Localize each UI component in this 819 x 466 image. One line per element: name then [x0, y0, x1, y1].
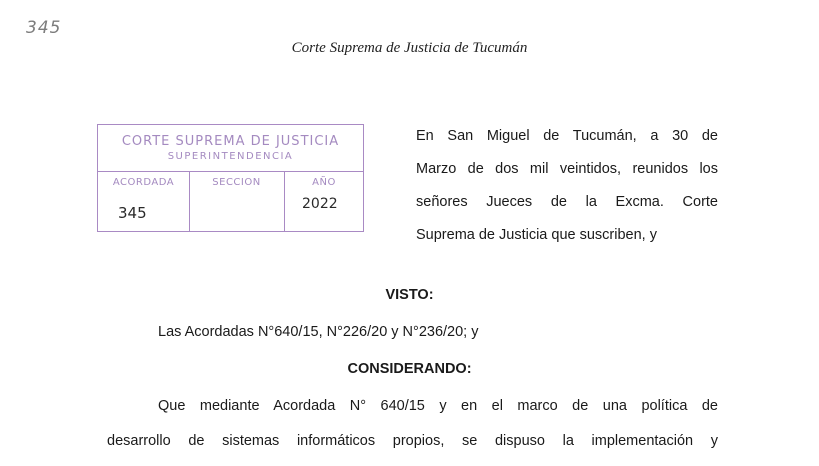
considerando-line: Que mediante Acordada N° 640/15 y en el marco de una política de [158, 398, 718, 414]
stamp-seccion-label: SECCION [212, 177, 261, 188]
considerando-line: desarrollo de sistemas informáticos propios, se dispuso la implementación y [107, 433, 718, 449]
stamp-acordada-label: ACORDADA [112, 177, 175, 188]
stamp-acordada-number: 345 [118, 204, 147, 222]
visto-text: Las Acordadas N°640/15, N°226/20 y N°236/20; y [158, 324, 479, 340]
stamp-divider [98, 171, 363, 172]
intro-paragraph [416, 120, 718, 252]
stamp-title: CORTE SUPREMA DE JUSTICIA [121, 134, 340, 149]
stamp-anio-label: AÑO [312, 177, 336, 188]
visto-heading: VISTO: [385, 287, 434, 303]
page-number: 345 [26, 18, 62, 38]
intro-line: Marzo de dos mil veintidos, reunidos los [416, 161, 718, 177]
document-header: Corte Suprema de Justicia de Tucumán [291, 40, 528, 56]
stamp-year: 2022 [302, 196, 338, 212]
intro-line: Suprema de Justicia que suscriben, y [416, 227, 657, 243]
superintendencia-stamp [97, 124, 364, 232]
intro-line: En San Miguel de Tucumán, a 30 de [416, 128, 718, 144]
considerando-heading: CONSIDERANDO: [347, 361, 472, 377]
intro-line: señores Jueces de la Excma. Corte [416, 194, 718, 210]
stamp-subtitle: SUPERINTENDENCIA [167, 151, 294, 162]
